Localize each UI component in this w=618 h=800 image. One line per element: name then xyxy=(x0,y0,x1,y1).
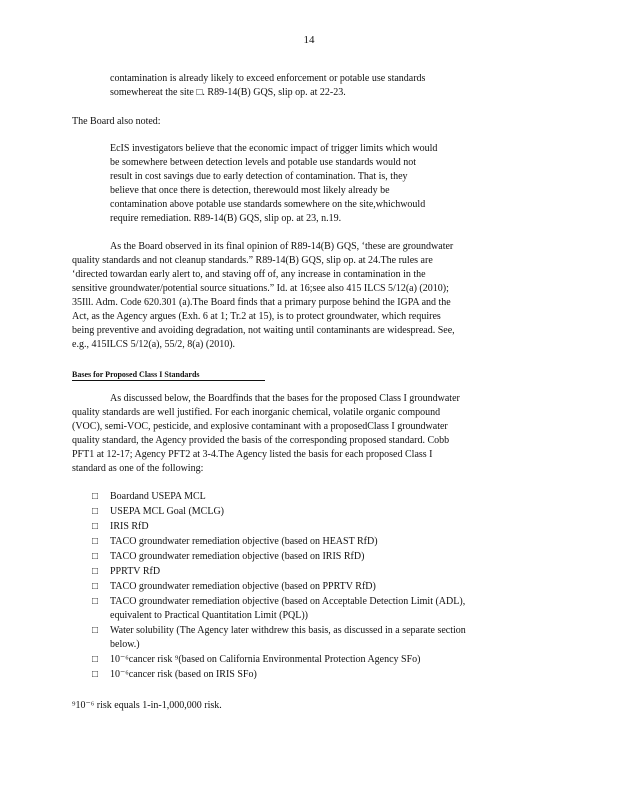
bullet-item: Boardand USEPA MCL xyxy=(110,491,206,502)
bullet-icon: □ xyxy=(92,596,99,607)
bullet-icon: □ xyxy=(92,654,99,665)
page-number: 14 xyxy=(303,34,315,46)
bullet-item: 10⁻⁶cancer risk ⁹(based on California Environmental Protection Agency SFo) xyxy=(110,654,421,665)
para1-line: 35Ill. Adm. Code 620.301 (a).The Board finds that a primary purpose behind the IGPA and the xyxy=(72,297,451,308)
para2-line: (VOC), semi-VOC, pesticide, and explosive contaminant with a proposedClass I groundwater xyxy=(72,421,448,432)
para1-line: being preventive and avoiding degradation, not waiting until contaminants are widespread. See, xyxy=(72,325,455,336)
quote2-line: be somewhere between detection levels and potable use standards would not xyxy=(110,157,417,168)
bullet-item: TACO groundwater remediation objective (based on HEAST RfD) xyxy=(110,536,378,547)
para2-line: standard as one of the following: xyxy=(72,463,204,474)
quote2-line: result in cost savings due to early detection of contamination. That is, they xyxy=(110,171,408,182)
bullet-icon: □ xyxy=(92,491,99,502)
bullet-item: TACO groundwater remediation objective (based on Acceptable Detection Limit (ADL), xyxy=(110,596,466,607)
bullet-icon: □ xyxy=(92,566,99,577)
bullet-icon: □ xyxy=(92,581,99,592)
bullet-icon: □ xyxy=(92,625,99,636)
bullet-item-continued: equivalent to Practical Quantitation Limit (PQL)) xyxy=(110,610,309,621)
bullet-icon: □ xyxy=(92,669,99,680)
bullet-item: TACO groundwater remediation objective (based on IRIS RfD) xyxy=(110,551,365,562)
para1-line: As the Board observed in its final opinion of R89-14(B) GQS, ‘these are groundwater xyxy=(110,241,454,252)
para2-line: As discussed below, the Boardfinds that the bases for the proposed Class I groundwater xyxy=(110,393,460,404)
bullet-item-continued: below.) xyxy=(110,639,140,650)
bullet-icon: □ xyxy=(92,521,99,532)
bullet-item: IRIS RfD xyxy=(110,521,149,532)
bullet-item: PPRTV RfD xyxy=(110,566,161,577)
quote2-line: EcIS investigators believe that the economic impact of trigger limits which would xyxy=(110,143,438,154)
para1-line: ‘directed towardan early alert to, and staving off of, any increase in contamination in the xyxy=(72,269,426,280)
bullet-icon: □ xyxy=(92,506,99,517)
para2-line: PFT1 at 12-17; Agency PFT2 at 3-4.The Agency listed the basis for each proposed Class I xyxy=(72,449,433,460)
bullet-item: USEPA MCL Goal (MCLG) xyxy=(110,506,224,517)
quote2-line: believe that once there is detection, therewould most likely already be xyxy=(110,185,390,196)
quote1-line: somewhereat the site □. R89-14(B) GQS, slip op. at 22-23. xyxy=(110,87,346,98)
para1-line: quality standards and not cleanup standards.” R89-14(B) GQS, slip op. at 24.The rules are xyxy=(72,255,433,266)
bullet-item: TACO groundwater remediation objective (based on PPRTV RfD) xyxy=(110,581,376,592)
para2-line: quality standards are well justified. For each inorganic chemical, volatile organic compound xyxy=(72,407,441,418)
quote1-line: contamination is already likely to exceed enforcement or potable use standards xyxy=(110,73,426,84)
quote2-line: require remediation. R89-14(B) GQS, slip op. at 23, n.19. xyxy=(110,213,342,224)
para1-line: sensitive groundwater/potential source situations.” Id. at 16;see also 415 ILCS 5/12(a) (2010); xyxy=(72,283,449,294)
board-noted: The Board also noted: xyxy=(72,116,161,127)
quote2-line: contamination above potable use standards somewhere on the site,whichwould xyxy=(110,199,426,210)
bullet-icon: □ xyxy=(92,551,99,562)
para2-line: quality standard, the Agency provided the basis of the corresponding proposed standard. Cobb xyxy=(72,435,450,446)
bullet-item: Water solubility (The Agency later withdrew this basis, as discussed in a separate section xyxy=(110,625,466,636)
bullet-icon: □ xyxy=(92,536,99,547)
para1-line: e.g., 415ILCS 5/12(a), 55/2, 8(a) (2010). xyxy=(72,339,236,350)
footnote: ⁹10⁻⁶ risk equals 1-in-1,000,000 risk. xyxy=(72,700,222,711)
section-heading: Bases for Proposed Class I Standards xyxy=(72,370,265,381)
bullet-item: 10⁻⁶cancer risk (based on IRIS SFo) xyxy=(110,669,257,680)
para1-line: Act, as the Agency argues (Exh. 6 at 1; Tr.2 at 15), is to protect groundwater, which requires xyxy=(72,311,441,322)
